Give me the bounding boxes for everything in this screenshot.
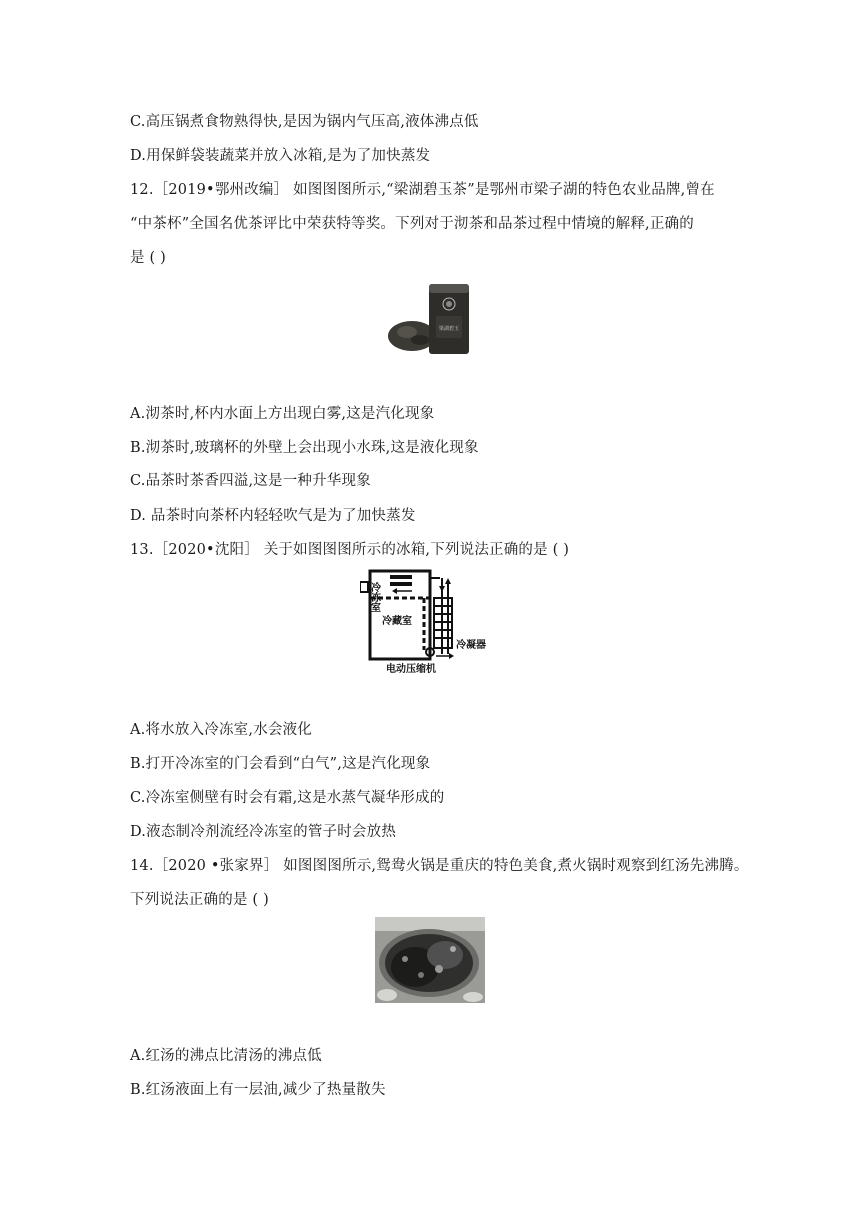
option-13a: A.将水放入冷冻室,水会液化 (130, 722, 312, 738)
option-12a: A.沏茶时,杯内水面上方出现白雾,这是汽化现象 (130, 406, 435, 422)
option-12b: B.沏茶时,玻璃杯的外壁上会出现小水珠,这是液化现象 (130, 440, 479, 456)
tea-can-figure (387, 278, 477, 360)
option-14a: A.红汤的沸点比清汤的沸点低 (130, 1048, 322, 1064)
option-12d: D. 品茶时向茶杯内轻轻吹气是为了加快蒸发 (130, 508, 416, 524)
compressor-label: 电动压缩机 (386, 664, 436, 675)
hotpot-photo (375, 917, 485, 1003)
question-12-line1: 12.［2019•鄂州改编］ 如图图图所示,“梁湖碧玉茶”是鄂州市梁子湖的特色农业品牌,曾在 (130, 182, 715, 198)
freezer-label: 冷冻室 (368, 582, 380, 612)
question-12-line2: “中茶杯”全国名优茶评比中荣获特等奖。下列对于沏茶和品茶过程中情境的解释,正确的 (130, 216, 694, 232)
option-14b: B.红汤液面上有一层油,减少了热量散失 (130, 1082, 386, 1098)
tea-can-label: 梁湖碧玉 (438, 326, 460, 332)
option-11d: D.用保鲜袋装蔬菜并放入冰箱,是为了加快蒸发 (130, 148, 431, 164)
question-14-line1: 14.［2020 •张家界］ 如图图图所示,鸳鸯火锅是重庆的特色美食,煮火锅时观察到红汤先沸腾。 (130, 858, 749, 874)
option-13b: B.打开冷冻室的门会看到“白气”,这是汽化现象 (130, 756, 431, 772)
option-13c: C.冷冻室侧壁有时会有霜,这是水蒸气凝华形成的 (130, 790, 445, 806)
fridge-diagram (360, 568, 500, 678)
question-13: 13.［2020•沈阳］ 关于如图图图所示的冰箱,下列说法正确的是 ( ) (130, 542, 570, 558)
question-12-line3: 是 ( ) (130, 250, 167, 266)
option-13d: D.液态制冷剂流经冷冻室的管子时会放热 (130, 824, 397, 840)
question-14-line2: 下列说法正确的是 ( ) (130, 892, 269, 908)
option-12c: C.品茶时茶香四溢,这是一种升华现象 (130, 473, 371, 489)
fridge-label: 冷藏室 (382, 616, 412, 627)
option-11c: C.高压锅煮食物熟得快,是因为锅内气压高,液体沸点低 (130, 114, 479, 130)
condenser-label: 冷凝器 (456, 640, 486, 651)
